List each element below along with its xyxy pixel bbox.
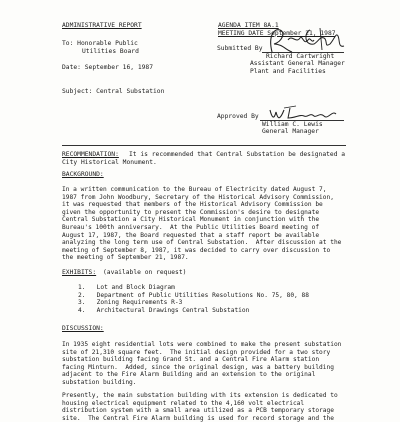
report-type: ADMINISTRATIVE REPORT (62, 22, 142, 29)
meeting-date: MEETING DATE September 21, 1987 (218, 29, 336, 37)
exhibits-note: (available on request) (103, 269, 187, 276)
submitted-by-label: Submitted By (217, 45, 263, 52)
discussion-line: substation building. (62, 379, 137, 386)
to-line-2: Utilities Board (82, 47, 139, 55)
approver-name: William C. Lewis (262, 120, 323, 128)
background-heading: BACKGROUND: (62, 171, 104, 178)
agenda-item: AGENDA ITEM 8A.1 (218, 22, 279, 29)
discussion-line: substation building facing Grand St. and a Central Fire Alarm station (62, 356, 320, 364)
background-line: 1987 from John Woodbury, Secretary of the Historical Advisory Commission, (62, 193, 334, 201)
background-line: the meeting of September 21, 1987. (62, 254, 189, 262)
discussion-line: site. The Central Fire Alarm building is used for record storage and the (62, 414, 334, 422)
report-date: Date: September 16, 1987 (62, 64, 153, 71)
cartwright-signature (258, 22, 348, 58)
background-line: given the opportunity to present the Commission's desire to designate (62, 208, 320, 216)
discussion-heading: DISCUSSION: (62, 325, 104, 332)
recommendation-line-2: City Historical Monument. (62, 158, 157, 166)
exhibit-item: 1. Lot and Block Diagram (78, 284, 175, 291)
discussion-line: site of 21,310 square feet. The initial design provided for a two story (62, 348, 331, 356)
exhibit-item: 3. Zoning Requirements R-3 (78, 299, 183, 307)
background-line: August 17, 1987, the Board requested that a staff report be available (62, 231, 320, 239)
discussion-line: distribution system with a small area utilized as a PCB temporary storage (62, 407, 334, 415)
lewis-signature (266, 104, 346, 124)
recommendation-label: RECOMMENDATION: (62, 151, 119, 158)
submitter-title-1: Assistant General Manager (250, 60, 345, 67)
exhibit-item: 4. Architectural Drawings Central Substation (78, 306, 250, 314)
submitter-name: Richard Cartwright (266, 52, 335, 60)
report-subject: Subject: Central Substation (62, 88, 165, 95)
approver-title: General Manager (262, 128, 319, 135)
exhibit-item: 2. Department of Public Utilities Resolutions No. 75, 80, 88 (78, 291, 309, 299)
discussion-line: Presently, the main substation building with its extension is dedicated to (62, 392, 338, 399)
discussion-line: facing Minturn. Added, since the original design, was a battery building (62, 363, 334, 371)
discussion-line: housing electrical equipment related to the 4,160 volt electrical (62, 399, 305, 407)
background-line: meeting of September 8, 1987, it was decided to carry over discussion to (62, 246, 331, 254)
background-line: it was requested that members of the Historical Advisory Commission be (62, 201, 323, 209)
background-line: Central Substation a City Historical Monument in conjunction with the (62, 216, 320, 224)
separator-line (62, 145, 346, 146)
to-line-1: To: Honorable Public (62, 40, 138, 47)
recommendation-line-1: It is recommended that Central Substation be designated a (129, 151, 346, 158)
discussion-line: adjacent to the Fire Alarm Building and an extension to the original (62, 371, 316, 379)
submitter-title-2: Plant and Facilities (250, 67, 326, 75)
approved-by-label: Approved By (217, 113, 259, 120)
background-line: analyzing the long term use of Central Substation. After discussion at the (62, 239, 342, 247)
exhibits-heading: EXHIBITS: (62, 269, 97, 276)
discussion-line: In 1935 eight residential lots were combined to make the present substation (62, 341, 342, 348)
background-line: Bureau's 100th anniversary. At the Public Utilities Board meeting of (62, 224, 320, 231)
background-line: In a written communication to the Bureau of Electricity dated August 7, (62, 186, 327, 193)
